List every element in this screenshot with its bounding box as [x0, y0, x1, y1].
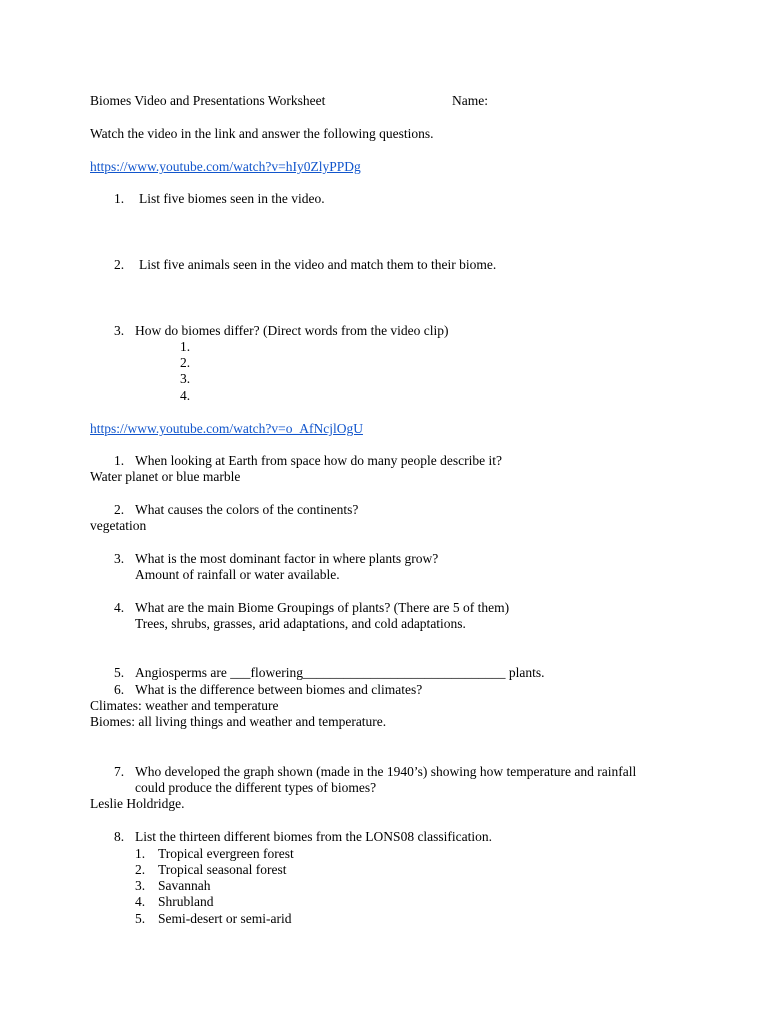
list-item-number: 3. — [135, 878, 146, 893]
s2-q7-text-line2: could produce the different types of biomes? — [135, 780, 377, 795]
s2-q2-text: What causes the colors of the continents? — [135, 502, 359, 517]
s2-q4-number: 4. — [114, 600, 125, 615]
list-item-number: 1. — [135, 846, 146, 861]
s2-q4-answer: Trees, shrubs, grasses, arid adaptations, and cold adaptations. — [135, 616, 466, 631]
s2-q5-text: Angiosperms are ___flowering______________________________ plants. — [135, 665, 545, 680]
list-item-number: 5. — [135, 911, 146, 926]
s2-q1-answer: Water planet or blue marble — [90, 469, 241, 484]
s2-q3-answer: Amount of rainfall or water available. — [135, 567, 340, 582]
s2-q6-answer-climates: Climates: weather and temperature — [90, 698, 279, 713]
list-item: Tropical seasonal forest — [158, 862, 287, 877]
worksheet-title: Biomes Video and Presentations Worksheet — [90, 93, 326, 108]
list-item: Tropical evergreen forest — [158, 846, 294, 861]
s2-q6-number: 6. — [114, 682, 125, 697]
s2-q8-text: List the thirteen different biomes from the LONS08 classification. — [135, 829, 493, 844]
s2-q7-text-line1: Who developed the graph shown (made in the 1940’s) showing how temperature and rainfall — [135, 764, 637, 779]
s2-q1-number: 1. — [114, 453, 125, 468]
s1-q3-item: 4. — [180, 388, 191, 403]
s1-q2-number: 2. — [114, 257, 125, 272]
s2-q6-text: What is the difference between biomes and climates? — [135, 682, 423, 697]
s2-q1-text: When looking at Earth from space how do many people describe it? — [135, 453, 503, 468]
list-item: Semi-desert or semi-arid — [158, 911, 292, 926]
s2-q4-text: What are the main Biome Groupings of plants? (There are 5 of them) — [135, 600, 510, 615]
intro-text: Watch the video in the link and answer the following questions. — [90, 126, 434, 141]
video-link-2[interactable]: https://www.youtube.com/watch?v=o_AfNcjlOgU — [90, 421, 363, 436]
s1-q3-item: 3. — [180, 371, 191, 386]
s2-q2-number: 2. — [114, 502, 125, 517]
list-item-number: 4. — [135, 894, 146, 909]
s2-q3-text: What is the most dominant factor in where plants grow? — [135, 551, 439, 566]
s1-q1-number: 1. — [114, 191, 125, 206]
s2-q3-number: 3. — [114, 551, 125, 566]
s1-q2-text: List five animals seen in the video and match them to their biome. — [139, 257, 497, 272]
s2-q2-answer: vegetation — [90, 518, 147, 533]
list-item: Shrubland — [158, 894, 214, 909]
name-label: Name: — [452, 93, 488, 108]
s1-q3-item: 2. — [180, 355, 191, 370]
s1-q3-item: 1. — [180, 339, 191, 354]
s2-q6-answer-biomes: Biomes: all living things and weather and temperature. — [90, 714, 387, 729]
s2-q8-number: 8. — [114, 829, 125, 844]
list-item: Savannah — [158, 878, 211, 893]
s1-q3-number: 3. — [114, 323, 125, 338]
s1-q3-text: How do biomes differ? (Direct words from the video clip) — [135, 323, 449, 338]
s1-q1-text: List five biomes seen in the video. — [139, 191, 325, 206]
video-link-1[interactable]: https://www.youtube.com/watch?v=hIy0ZlyPPDg — [90, 159, 361, 174]
s2-q5-number: 5. — [114, 665, 125, 680]
s2-q7-answer: Leslie Holdridge. — [90, 796, 185, 811]
s2-q7-number: 7. — [114, 764, 125, 779]
list-item-number: 2. — [135, 862, 146, 877]
